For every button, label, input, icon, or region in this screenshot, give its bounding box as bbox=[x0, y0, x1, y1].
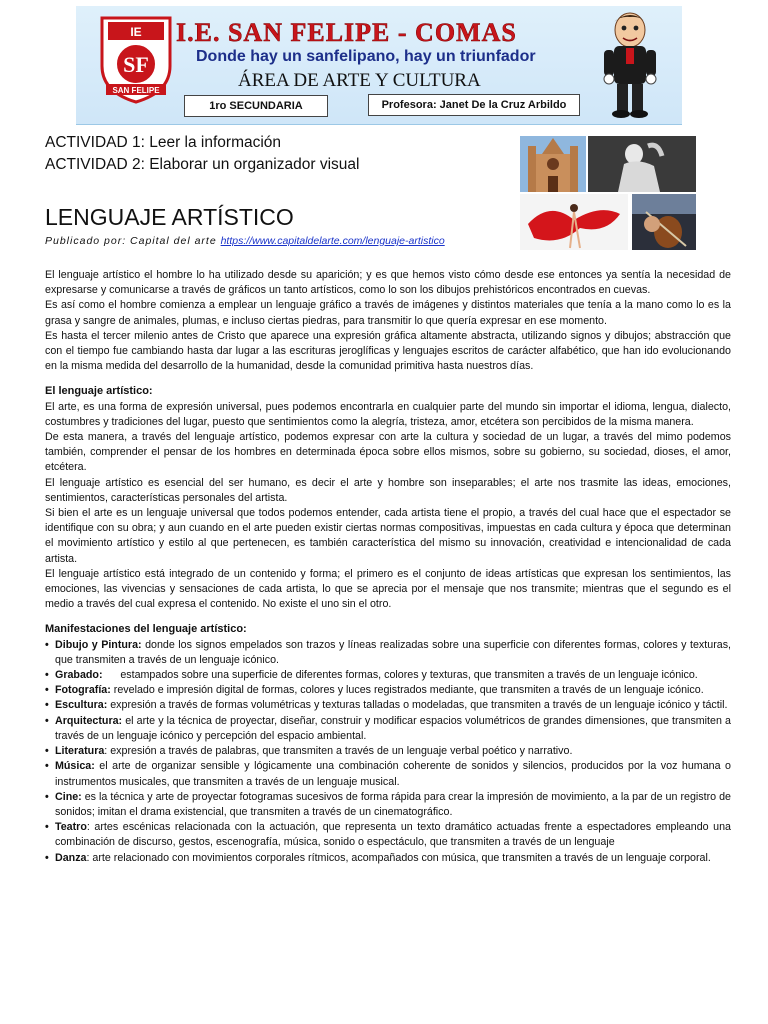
list-item bbox=[45, 638, 731, 668]
list-item bbox=[45, 759, 731, 789]
violin-photo bbox=[632, 194, 696, 250]
section-paragraph: El arte, es una forma de expresión universal, pues podemos encontrarla en cualquier parte del mundo sin importar el idioma, lengua, dialecto, costumbres y tradiciones del lugar, puesto que sentimientos como la alegría, tristeza, amor, etcétera son percibidos de la misma manera. bbox=[45, 400, 731, 428]
intro-paragraph: Es hasta el tercer milenio antes de Cristo que aparece una expresión gráfica altamente abstracta, utilizando signos y dibujos; abstracción que con el tiempo fue cambiando hasta dar lugar a las escrituras jeroglíficas y lenguajes escritos de carácter alfabético, que han ido evolucionando en la misma medida del desarrollo de la humanidad, desde la comunidad primitiva hasta nuestros días. bbox=[45, 329, 731, 373]
grade-box: 1ro SECUNDARIA bbox=[184, 95, 328, 117]
section-paragraph: El lenguaje artístico es esencial del ser humano, es decir el arte y hombre son inseparables; el arte nos trasmite las ideas, emociones, sentimientos, características personales del artista. bbox=[45, 476, 731, 504]
section-heading-lenguaje: El lenguaje artístico: bbox=[45, 385, 153, 398]
published-prefix: Publicado por: Capital del arte bbox=[45, 235, 221, 247]
published-by bbox=[45, 235, 445, 247]
shield-top-text: IE bbox=[130, 25, 142, 39]
section-paragraph: De esta manera, a través del lenguaje artístico, podemos expresar con arte la cultura y sociedad de un lugar, a través del mimo podemos también, comprender el pensar de los hombres en determinada época sobre ellos mismos, sobre su gobierno, su sociedad, dioses, el amor, etcétera. bbox=[45, 431, 731, 474]
shield-banner-text: SAN FELIPE bbox=[112, 86, 160, 95]
cathedral-photo bbox=[520, 136, 586, 192]
dancer-photo bbox=[520, 194, 628, 250]
list-item bbox=[45, 714, 731, 744]
manifestation-text: donde los signos empelados son trazos y líneas realizadas sobre una superficie con diferentes formas, colores y texturas, que transmiten a través de un lenguaje icónico. bbox=[55, 638, 732, 666]
manifestation-text: el arte de organizar sensible y lógicamente una combinación coherente de sonidos y silencios, producidos por la voz humana o instrumentos musicales, que transmiten a través de un lenguaje musical. bbox=[55, 760, 731, 788]
article-body bbox=[45, 268, 731, 866]
manifestation-term: Cine: bbox=[55, 790, 82, 803]
manifestation-text: revelado e impresión digital de formas, colores y luces registrados mediante, que transmiten a través de un lenguaje icónico. bbox=[110, 684, 704, 697]
shield-initials: SF bbox=[123, 52, 149, 77]
intro-paragraph: Es así como el hombre comienza a emplear un lenguaje gráfico a través de imágenes y distintos materiales que tenía a la mano como lo es la grasa y sangre de animales, plumas, e incluso ciertas piedras, para transmitir lo que quería expresar en ese momento. bbox=[45, 299, 731, 327]
list-item bbox=[45, 744, 731, 759]
manifestation-term: Fotografía: bbox=[55, 684, 111, 697]
manifestation-term: Escultura: bbox=[55, 699, 108, 712]
sculpture-photo bbox=[588, 136, 696, 192]
school-motto: Donde hay un sanfelipano, hay un triunfador bbox=[196, 48, 536, 65]
list-item bbox=[45, 668, 731, 683]
list-item bbox=[45, 851, 731, 866]
list-item bbox=[45, 820, 731, 850]
manifestation-text: es la técnica y arte de proyectar fotogramas sucesivos de forma rápida para crear la impresión de movimiento, a la par de un registro de sonidos; imitan el drama existencial, que transmiten a través de un cinematográfico. bbox=[55, 790, 731, 818]
school-name: I.E. SAN FELIPE - COMAS bbox=[176, 18, 517, 47]
school-shield-logo bbox=[96, 14, 176, 104]
document-title: LENGUAJE ARTÍSTICO bbox=[45, 204, 294, 230]
manifestation-text: : arte relacionado con movimientos corporales rítmicos, acompañados con música, que transmiten a través de un lenguaje corporal. bbox=[86, 851, 711, 864]
manifestation-text: : expresión a través de palabras, que transmiten a través de un lenguaje verbal poético y narrativo. bbox=[104, 745, 573, 758]
manifestation-term: Grabado: bbox=[55, 669, 103, 682]
manifestations-list bbox=[45, 638, 731, 866]
manifestation-term: Dibujo y Pintura: bbox=[55, 638, 142, 651]
list-item bbox=[45, 790, 731, 820]
manifestation-term: Teatro bbox=[55, 821, 87, 834]
intro-paragraph: El lenguaje artístico el hombre lo ha utilizado desde su aparición; y es que hemos visto cómo desde ese entonces ya sentía la necesidad de expresarse y comunicarse a través de gráficos un tanto artísticos, como lo son los dibujos prehistóricos encontrados en cuevas. bbox=[45, 269, 731, 297]
teacher-box: Profesora: Janet De la Cruz Arbildo bbox=[368, 94, 580, 116]
activity-2: ACTIVIDAD 2: Elaborar un organizador visual bbox=[45, 156, 360, 173]
manifestation-text: expresión a través de formas volumétricas y texturas talladas o modeladas, que transmiten a través de un lenguaje icónico y táctil. bbox=[107, 699, 728, 712]
manifestation-text: : artes escénicas relacionada con la actuación, que representa un texto dramático actuadas frente a espectadores empleando una combinación de discurso, gestos, escenografía, música, sonido o espectáculo, que transmiten a través de un lenguaje bbox=[55, 821, 731, 849]
source-link[interactable]: https://www.capitaldelarte.com/lenguaje-artistico bbox=[220, 235, 445, 247]
list-item bbox=[45, 698, 731, 713]
list-item bbox=[45, 683, 731, 698]
manifestation-term: Danza bbox=[55, 851, 87, 864]
manifestation-term: Música: bbox=[55, 760, 95, 773]
mascot-illustration bbox=[600, 8, 660, 120]
activity-1: ACTIVIDAD 1: Leer la información bbox=[45, 134, 282, 151]
manifestation-text: estampados sobre una superficie de diferentes formas, colores y texturas, que transmiten a través de un lenguaje icónico. bbox=[102, 669, 698, 682]
area-title: ÁREA DE ARTE Y CULTURA bbox=[238, 70, 481, 91]
manifestation-term: Arquitectura: bbox=[55, 714, 123, 727]
manifestation-term: Literatura bbox=[55, 745, 105, 758]
section-heading-manifestaciones: Manifestaciones del lenguaje artístico: bbox=[45, 623, 247, 636]
manifestation-text: el arte y la técnica de proyectar, diseñar, construir y modificar espacios volumétricos de grandes dimensiones, que transmiten a través de un lenguaje icónico y percepción del espacio ambiental. bbox=[55, 714, 731, 742]
section-paragraph: El lenguaje artístico está integrado de un contenido y forma; el primero es el conjunto de ideas artísticas que expresan los sentimientos, las emociones, las vivencias y sensaciones de cada artista, lo que se aprecia por el mensaje que nos transmite; mientras que el segundo es el medio a través del cual expresa el contenido. No existe el uno sin el otro. bbox=[45, 567, 731, 611]
section-paragraph: Si bien el arte es un lenguaje universal que todos podemos entender, cada artista tiene el propio, a través del cual hace que el espectador se identifique con su obra; y aun cuando en el arte pueden existir ciertas normas compositivas, impuestas en cada cultura y época que determinan el movimiento artístico y estilo al que pertenecen, es también característica del mismo su innovación, creatividad e intencionalidad de cada artista. bbox=[45, 507, 731, 565]
